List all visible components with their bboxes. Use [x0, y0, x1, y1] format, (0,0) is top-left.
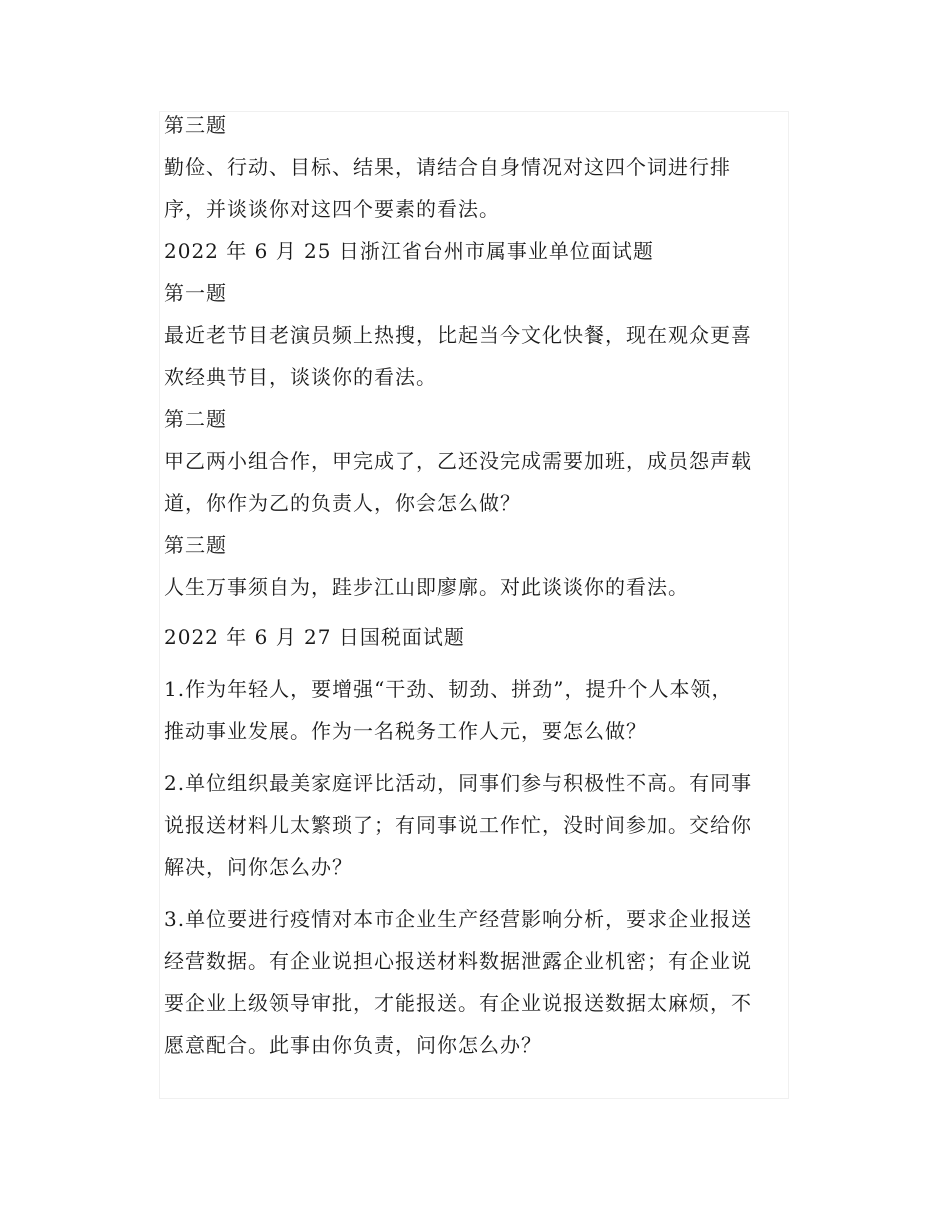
question-text-line: 人生万事须自为，跬步江山即廖廓。对此谈谈你的看法。	[164, 575, 689, 599]
question-text-line: 愿意配合。此事由你负责，问你怎么办？	[164, 1033, 542, 1057]
question-heading: 第三题	[164, 533, 227, 557]
question-text-line: 2.单位组织最美家庭评比活动，同事们参与积极性不高。有同事	[164, 771, 753, 795]
section-heading: 第三题	[164, 113, 227, 137]
question-text-line: 解决，问你怎么办？	[164, 855, 353, 879]
question-heading: 第一题	[164, 281, 227, 305]
question-text-line: 要企业上级领导审批，才能报送。有企业说报送数据太麻烦，不	[164, 991, 752, 1015]
spacer	[164, 888, 784, 898]
question-text-line: 说报送材料儿太繁琐了；有同事说工作忙，没时间参加。交给你	[164, 813, 752, 837]
question-text-line: 最近老节目老演员频上热搜，比起当今文化快餐，现在观众更喜	[164, 323, 752, 347]
spacer	[164, 658, 784, 668]
exam-title: 2022 年 6 月 25 日浙江省台州市属事业单位面试题	[164, 239, 654, 263]
question-heading: 第二题	[164, 407, 227, 431]
question-text-line: 3.单位要进行疫情对本市企业生产经营影响分析，要求企业报送	[164, 907, 753, 931]
question-text-line: 勤俭、行动、目标、结果，请结合自身情况对这四个词进行排	[164, 155, 731, 179]
spacer	[164, 752, 784, 762]
question-text-line: 序，并谈谈你对这四个要素的看法。	[164, 197, 500, 221]
document-body	[164, 104, 784, 1066]
question-text-line: 推动事业发展。作为一名税务工作人元，要怎么做？	[164, 719, 647, 743]
question-text-line: 经营数据。有企业说担心报送材料数据泄露企业机密；有企业说	[164, 949, 752, 973]
question-text-line: 道，你作为乙的负责人，你会怎么做？	[164, 491, 521, 515]
question-text-line: 欢经典节目，谈谈你的看法。	[164, 365, 437, 389]
spacer	[164, 608, 784, 616]
exam-title: 2022 年 6 月 27 日国税面试题	[164, 625, 465, 649]
question-text-line: 甲乙两小组合作，甲完成了，乙还没完成需要加班，成员怨声载	[164, 449, 752, 473]
question-text-line: 1.作为年轻人，要增强“干劲、韧劲、拼劲”，提升个人本领，	[164, 677, 733, 701]
